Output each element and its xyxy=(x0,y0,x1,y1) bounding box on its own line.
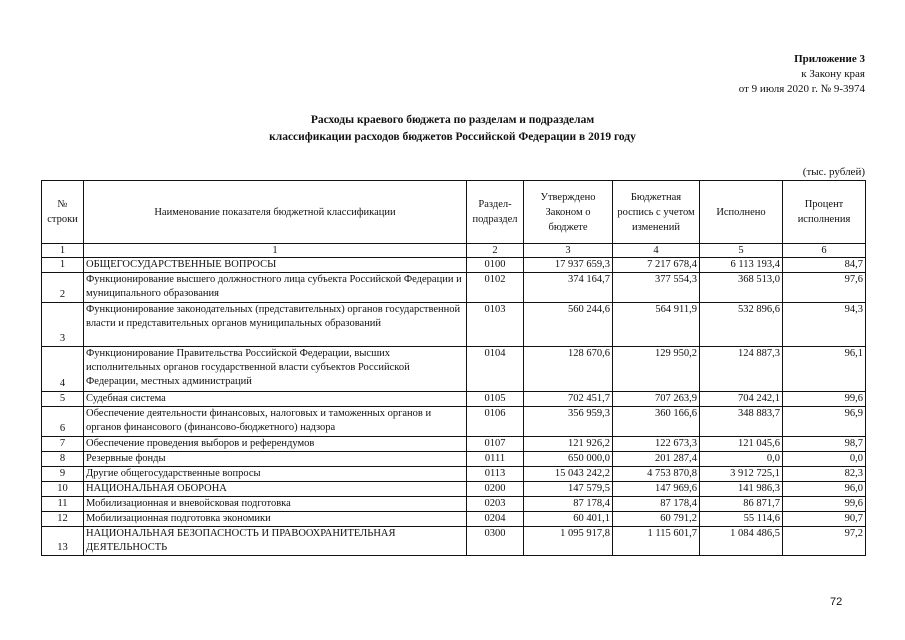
row-name: Другие общегосударственные вопросы xyxy=(84,467,467,482)
row-approved: 560 244,6 xyxy=(524,303,613,347)
row-approved: 147 579,5 xyxy=(524,482,613,497)
row-code: 0102 xyxy=(467,273,524,303)
column-number-row xyxy=(42,244,866,258)
row-percent: 96,1 xyxy=(783,347,866,392)
row-approved: 87 178,4 xyxy=(524,497,613,512)
row-approved: 60 401,1 xyxy=(524,512,613,527)
row-budget-list: 201 287,4 xyxy=(613,452,700,467)
row-approved: 15 043 242,2 xyxy=(524,467,613,482)
row-executed: 3 912 725,1 xyxy=(700,467,783,482)
row-executed: 1 084 486,5 xyxy=(700,527,783,556)
table-row xyxy=(42,303,866,347)
row-number: 10 xyxy=(42,482,84,497)
row-name: Мобилизационная и вневойсковая подготовка xyxy=(84,497,467,512)
row-code: 0203 xyxy=(467,497,524,512)
row-number: 9 xyxy=(42,467,84,482)
row-number: 5 xyxy=(42,392,84,407)
row-number: 2 xyxy=(42,273,84,303)
col-number: 4 xyxy=(613,244,700,258)
row-percent: 97,6 xyxy=(783,273,866,303)
row-percent: 94,3 xyxy=(783,303,866,347)
row-number: 1 xyxy=(42,258,84,273)
row-budget-list: 60 791,2 xyxy=(613,512,700,527)
row-executed: 0,0 xyxy=(700,452,783,467)
appendix-date: от 9 июля 2020 г. № 9-3974 xyxy=(738,83,865,95)
row-code: 0200 xyxy=(467,482,524,497)
row-name: Мобилизационная подготовка экономики xyxy=(84,512,467,527)
table-header-row xyxy=(42,181,866,244)
row-number: 13 xyxy=(42,527,84,556)
col-number: 2 xyxy=(467,244,524,258)
row-number: 11 xyxy=(42,497,84,512)
header-executed: Исполнено xyxy=(700,181,783,244)
row-executed: 348 883,7 xyxy=(700,407,783,437)
row-approved: 17 937 659,3 xyxy=(524,258,613,273)
row-budget-list: 7 217 678,4 xyxy=(613,258,700,273)
table-row xyxy=(42,497,866,512)
col-number: 1 xyxy=(84,244,467,258)
row-percent: 97,2 xyxy=(783,527,866,556)
row-approved: 356 959,3 xyxy=(524,407,613,437)
title-line-2: классификации расходов бюджетов Российской Федерации в 2019 году xyxy=(269,131,636,143)
table-row xyxy=(42,452,866,467)
row-code: 0100 xyxy=(467,258,524,273)
row-approved: 121 926,2 xyxy=(524,437,613,452)
row-approved: 702 451,7 xyxy=(524,392,613,407)
row-number: 7 xyxy=(42,437,84,452)
row-executed: 368 513,0 xyxy=(700,273,783,303)
row-percent: 82,3 xyxy=(783,467,866,482)
row-name: Функционирование высшего должностного лица субъекта Российской Федерации и муниципального образования xyxy=(84,273,467,303)
header-percent: Процент исполнения xyxy=(783,181,866,244)
row-code: 0107 xyxy=(467,437,524,452)
row-executed: 121 045,6 xyxy=(700,437,783,452)
row-budget-list: 564 911,9 xyxy=(613,303,700,347)
col-number: 1 xyxy=(42,244,84,258)
units-label: (тыс. рублей) xyxy=(802,166,865,178)
table-row xyxy=(42,527,866,556)
row-percent: 98,7 xyxy=(783,437,866,452)
row-code: 0204 xyxy=(467,512,524,527)
row-name: Обеспечение деятельности финансовых, налоговых и таможенных органов и органов финансового (финансово-бюджетного) надзора xyxy=(84,407,467,437)
row-number: 8 xyxy=(42,452,84,467)
row-code: 0300 xyxy=(467,527,524,556)
row-executed: 55 114,6 xyxy=(700,512,783,527)
row-code: 0104 xyxy=(467,347,524,392)
table-row xyxy=(42,467,866,482)
header-approved: Утверждено Законом о бюджете xyxy=(524,181,613,244)
row-executed: 141 986,3 xyxy=(700,482,783,497)
table-row xyxy=(42,407,866,437)
row-number: 12 xyxy=(42,512,84,527)
row-budget-list: 360 166,6 xyxy=(613,407,700,437)
row-name: НАЦИОНАЛЬНАЯ БЕЗОПАСНОСТЬ И ПРАВООХРАНИТЕЛЬНАЯ ДЕЯТЕЛЬНОСТЬ xyxy=(84,527,467,556)
row-name: ОБЩЕГОСУДАРСТВЕННЫЕ ВОПРОСЫ xyxy=(84,258,467,273)
row-number: 3 xyxy=(42,303,84,347)
row-percent: 90,7 xyxy=(783,512,866,527)
row-approved: 650 000,0 xyxy=(524,452,613,467)
row-code: 0103 xyxy=(467,303,524,347)
header-budget-list: Бюджетная роспись с учетом изменений xyxy=(613,181,700,244)
header-section: Раздел-подраздел xyxy=(467,181,524,244)
row-name: Функционирование Правительства Российской Федерации, высших исполнительных органов государственной власти субъектов Российской Федерации, местных администраций xyxy=(84,347,467,392)
row-percent: 99,6 xyxy=(783,392,866,407)
table-row xyxy=(42,273,866,303)
page-number: 72 xyxy=(830,596,843,608)
row-budget-list: 87 178,4 xyxy=(613,497,700,512)
row-number: 4 xyxy=(42,347,84,392)
document-title xyxy=(0,112,905,146)
row-budget-list: 122 673,3 xyxy=(613,437,700,452)
row-budget-list: 129 950,2 xyxy=(613,347,700,392)
row-name: Обеспечение проведения выборов и референдумов xyxy=(84,437,467,452)
table-row xyxy=(42,437,866,452)
col-number: 5 xyxy=(700,244,783,258)
row-executed: 704 242,1 xyxy=(700,392,783,407)
row-executed: 86 871,7 xyxy=(700,497,783,512)
row-code: 0111 xyxy=(467,452,524,467)
row-executed: 124 887,3 xyxy=(700,347,783,392)
row-executed: 532 896,6 xyxy=(700,303,783,347)
header-row-no: № строки xyxy=(42,181,84,244)
appendix-title: Приложение 3 xyxy=(794,53,865,65)
row-name: Функционирование законодательных (представительных) органов государственной власти и представительных органов муниципальных образований xyxy=(84,303,467,347)
appendix-block xyxy=(739,52,865,97)
row-budget-list: 1 115 601,7 xyxy=(613,527,700,556)
row-budget-list: 4 753 870,8 xyxy=(613,467,700,482)
table-row xyxy=(42,482,866,497)
row-approved: 1 095 917,8 xyxy=(524,527,613,556)
row-number: 6 xyxy=(42,407,84,437)
col-number: 3 xyxy=(524,244,613,258)
title-line-1: Расходы краевого бюджета по разделам и подразделам xyxy=(310,114,595,126)
row-budget-list: 377 554,3 xyxy=(613,273,700,303)
row-percent: 99,6 xyxy=(783,497,866,512)
row-percent: 84,7 xyxy=(783,258,866,273)
row-code: 0105 xyxy=(467,392,524,407)
row-percent: 96,9 xyxy=(783,407,866,437)
row-percent: 96,0 xyxy=(783,482,866,497)
expenses-table xyxy=(41,180,866,556)
row-executed: 6 113 193,4 xyxy=(700,258,783,273)
row-code: 0106 xyxy=(467,407,524,437)
table-row xyxy=(42,512,866,527)
table-row xyxy=(42,392,866,407)
row-approved: 374 164,7 xyxy=(524,273,613,303)
row-percent: 0,0 xyxy=(783,452,866,467)
row-name: Резервные фонды xyxy=(84,452,467,467)
header-name: Наименование показателя бюджетной классификации xyxy=(84,181,467,244)
row-code: 0113 xyxy=(467,467,524,482)
col-number: 6 xyxy=(783,244,866,258)
row-name: НАЦИОНАЛЬНАЯ ОБОРОНА xyxy=(84,482,467,497)
table-row xyxy=(42,258,866,273)
row-budget-list: 147 969,6 xyxy=(613,482,700,497)
appendix-law-ref: к Закону края xyxy=(801,68,865,80)
row-name: Судебная система xyxy=(84,392,467,407)
row-approved: 128 670,6 xyxy=(524,347,613,392)
table-row xyxy=(42,347,866,392)
row-budget-list: 707 263,9 xyxy=(613,392,700,407)
